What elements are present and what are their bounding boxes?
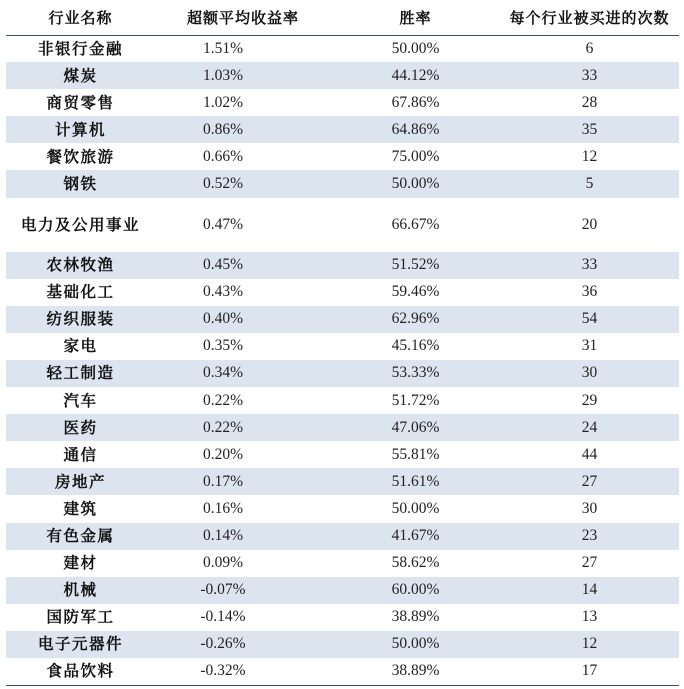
- buy-count-cell: 12: [581, 635, 598, 653]
- buy-count-cell: 17: [581, 662, 598, 680]
- buy-count-cell: 36: [581, 283, 598, 301]
- win-rate-cell: 67.86%: [391, 93, 440, 111]
- excess-return-cell: 0.17%: [202, 472, 244, 490]
- buy-count-cell: 35: [581, 120, 598, 138]
- table-row: [6, 62, 679, 89]
- win-rate-cell: 75.00%: [391, 147, 440, 165]
- buy-count-cell: 27: [581, 554, 598, 572]
- table-row: [6, 279, 679, 306]
- buy-count-cell: 27: [581, 472, 598, 490]
- win-rate-cell: 38.89%: [391, 608, 440, 626]
- industry-name-cell: 建筑: [63, 498, 98, 518]
- win-rate-cell: 41.67%: [391, 527, 440, 545]
- buy-count-cell: 23: [581, 527, 598, 545]
- excess-return-cell: 0.14%: [202, 527, 244, 545]
- buy-count-cell: 54: [581, 310, 598, 328]
- table-row: [6, 333, 679, 360]
- buy-count-cell: 31: [581, 337, 598, 355]
- excess-return-cell: 0.52%: [202, 175, 244, 193]
- excess-return-cell: 0.09%: [202, 554, 244, 572]
- industry-performance-table: [6, 0, 679, 686]
- win-rate-cell: 50.00%: [391, 39, 440, 57]
- header-buy-count: 每个行业被买进的次数: [509, 8, 670, 27]
- excess-return-cell: 0.34%: [202, 364, 244, 382]
- buy-count-cell: 13: [581, 608, 598, 626]
- win-rate-cell: 51.61%: [391, 472, 440, 490]
- excess-return-cell: 1.02%: [202, 93, 244, 111]
- win-rate-cell: 51.52%: [391, 256, 440, 274]
- buy-count-cell: 30: [581, 499, 598, 517]
- win-rate-cell: 38.89%: [391, 662, 440, 680]
- buy-count-cell: 6: [585, 39, 594, 57]
- table-row: [6, 414, 679, 441]
- table-row: [6, 577, 679, 604]
- industry-name-cell: 商贸零售: [46, 92, 115, 112]
- industry-name-cell: 家电: [63, 336, 98, 356]
- excess-return-cell: 0.43%: [202, 283, 244, 301]
- buy-count-cell: 30: [581, 364, 598, 382]
- win-rate-cell: 55.81%: [391, 445, 440, 463]
- table-header: [6, 0, 679, 35]
- buy-count-cell: 33: [581, 256, 598, 274]
- industry-name-cell: 纺织服装: [46, 309, 115, 329]
- win-rate-cell: 50.00%: [391, 175, 440, 193]
- table-row: [6, 360, 679, 387]
- industry-name-cell: 医药: [63, 417, 98, 437]
- header-industry-name: 行业名称: [48, 8, 113, 27]
- excess-return-cell: 0.16%: [202, 499, 244, 517]
- buy-count-cell: 33: [581, 66, 598, 84]
- excess-return-cell: 0.35%: [202, 337, 244, 355]
- industry-name-cell: 房地产: [54, 471, 106, 491]
- excess-return-cell: 0.20%: [202, 445, 244, 463]
- win-rate-cell: 59.46%: [391, 283, 440, 301]
- excess-return-cell: 0.22%: [202, 418, 244, 436]
- win-rate-cell: 53.33%: [391, 364, 440, 382]
- table-row: [6, 252, 679, 279]
- industry-name-cell: 食品饮料: [46, 661, 115, 681]
- industry-name-cell: 有色金属: [46, 526, 115, 546]
- buy-count-cell: 14: [581, 581, 598, 599]
- table-row: [6, 116, 679, 143]
- excess-return-cell: 1.51%: [202, 39, 244, 57]
- table-row: [6, 35, 679, 62]
- industry-name-cell: 餐饮旅游: [46, 146, 115, 166]
- win-rate-cell: 66.67%: [391, 215, 440, 233]
- table-row: [6, 89, 679, 116]
- buy-count-cell: 24: [581, 418, 598, 436]
- table-row: [6, 143, 679, 170]
- table-row: [6, 550, 679, 577]
- industry-name-cell: 建材: [63, 553, 98, 573]
- table-row: [6, 604, 679, 631]
- table-row: [6, 306, 679, 333]
- excess-return-cell: -0.07%: [200, 581, 246, 599]
- excess-return-cell: 0.86%: [202, 120, 244, 138]
- industry-name-cell: 计算机: [54, 119, 106, 139]
- table-row: [6, 170, 679, 197]
- industry-name-cell: 国防军工: [46, 607, 115, 627]
- industry-name-cell: 钢铁: [63, 174, 98, 194]
- excess-return-cell: -0.32%: [200, 662, 246, 680]
- win-rate-cell: 45.16%: [391, 337, 440, 355]
- win-rate-cell: 50.00%: [391, 499, 440, 517]
- excess-return-cell: 1.03%: [202, 66, 244, 84]
- header-excess-return: 超额平均收益率: [186, 8, 299, 27]
- table-row: [6, 495, 679, 522]
- excess-return-cell: 0.66%: [202, 147, 244, 165]
- industry-name-cell: 农林牧渔: [46, 255, 115, 275]
- industry-name-cell: 汽车: [63, 390, 98, 410]
- excess-return-cell: -0.14%: [200, 608, 246, 626]
- buy-count-cell: 12: [581, 147, 598, 165]
- win-rate-cell: 62.96%: [391, 310, 440, 328]
- win-rate-cell: 47.06%: [391, 418, 440, 436]
- win-rate-cell: 64.86%: [391, 120, 440, 138]
- table-row: [6, 198, 679, 252]
- header-win-rate: 胜率: [399, 8, 432, 27]
- industry-name-cell: 电力及公用事业: [20, 214, 140, 234]
- table-row: [6, 523, 679, 550]
- win-rate-cell: 51.72%: [391, 391, 440, 409]
- header-row: [6, 0, 679, 35]
- table-row: [6, 658, 679, 685]
- industry-name-cell: 非银行金融: [37, 38, 123, 58]
- buy-count-cell: 44: [581, 445, 598, 463]
- industry-name-cell: 机械: [63, 580, 98, 600]
- industry-name-cell: 基础化工: [46, 282, 115, 302]
- table-row: [6, 387, 679, 414]
- table-body: [6, 35, 679, 685]
- table-row: [6, 441, 679, 468]
- table-row: [6, 631, 679, 658]
- industry-name-cell: 通信: [63, 444, 98, 464]
- buy-count-cell: 5: [585, 175, 594, 193]
- industry-name-cell: 煤炭: [63, 65, 98, 85]
- excess-return-cell: 0.47%: [202, 215, 244, 233]
- excess-return-cell: -0.26%: [200, 635, 246, 653]
- win-rate-cell: 60.00%: [391, 581, 440, 599]
- excess-return-cell: 0.40%: [202, 310, 244, 328]
- excess-return-cell: 0.45%: [202, 256, 244, 274]
- industry-name-cell: 轻工制造: [46, 363, 115, 383]
- win-rate-cell: 44.12%: [391, 66, 440, 84]
- win-rate-cell: 58.62%: [391, 554, 440, 572]
- buy-count-cell: 29: [581, 391, 598, 409]
- excess-return-cell: 0.22%: [202, 391, 244, 409]
- buy-count-cell: 20: [581, 215, 598, 233]
- industry-name-cell: 电子元器件: [37, 634, 123, 654]
- win-rate-cell: 50.00%: [391, 635, 440, 653]
- buy-count-cell: 28: [581, 93, 598, 111]
- table-row: [6, 468, 679, 495]
